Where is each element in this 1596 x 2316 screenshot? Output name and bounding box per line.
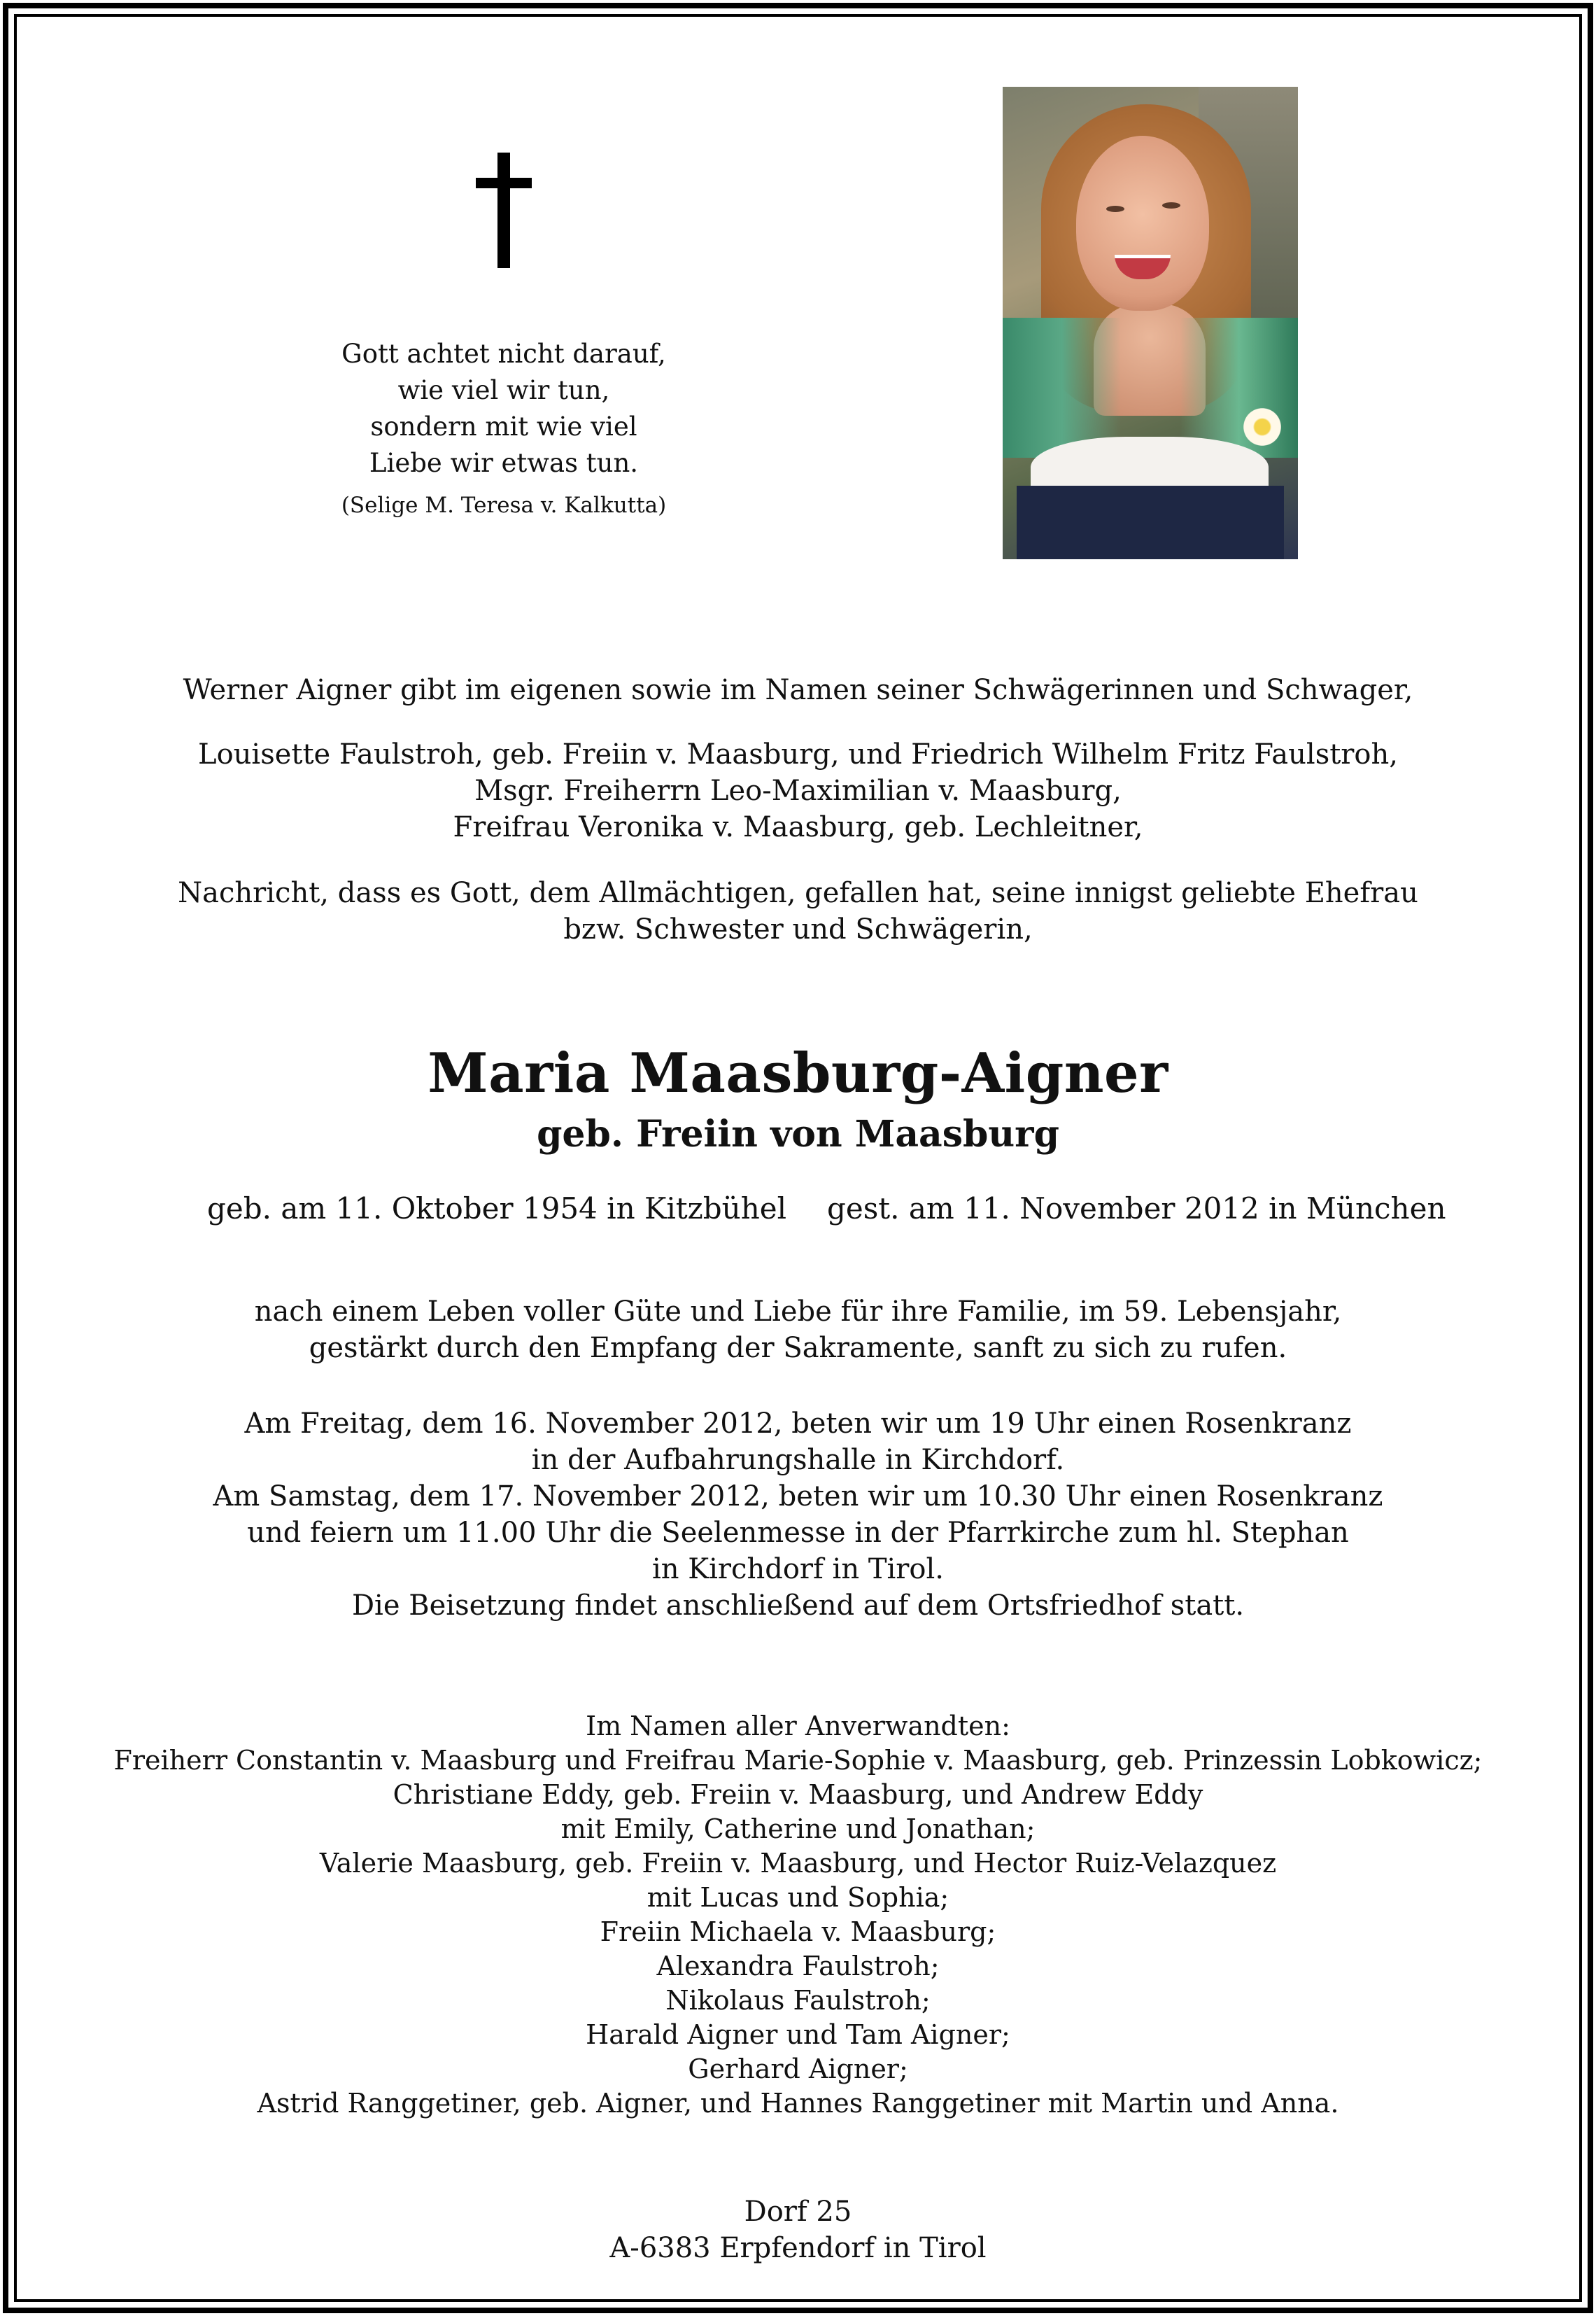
death-date: gest. am 11. November 2012 in München [827,1191,1446,1226]
life-line: nach einem Leben voller Güte und Liebe für ihre Familie, im 59. Lebensjahr, [254,1296,1342,1328]
service-line: und feiern um 11.00 Uhr die Seelenmesse in der Pfarrkirche zum hl. Stephan [247,1517,1349,1549]
address-line: Dorf 25 [744,2196,852,2228]
quote-source: (Selige M. Teresa v. Kalkutta) [341,493,667,518]
quote-line: Gott achtet nicht darauf, [341,339,666,369]
service-line: in Kirchdorf in Tirol. [651,1553,944,1585]
address-line: A-6383 Erpfendorf in Tirol [609,2232,987,2264]
relative-line: Freifrau Veronika v. Maasburg, geb. Lechleitner, [453,811,1143,843]
service-line: in der Aufbahrungshalle in Kirchdorf. [531,1444,1065,1476]
relative-line: Msgr. Freiherrn Leo-Maximilian v. Maasburg, [474,775,1122,807]
mourner-line: Alexandra Faulstroh; [656,1951,940,1981]
flower-icon [1241,405,1284,449]
service-line: Am Samstag, dem 17. November 2012, beten wir um 10.30 Uhr einen Rosenkranz [213,1480,1383,1513]
bible-quote [266,336,742,519]
announcer-intro-line: Werner Aigner gibt im eigenen sowie im Namen seiner Schwägerinnen und Schwager, [183,674,1413,706]
mourner-line: Gerhard Aigner; [688,2054,908,2084]
quote-line: sondern mit wie viel [370,412,637,442]
message-line: Nachricht, dass es Gott, dem Allmächtigen, gefallen hat, seine innigst geliebte Ehefrau [178,877,1418,909]
quote-line: Liebe wir etwas tun. [369,448,639,478]
mourner-line: Im Namen aller Anverwandten: [586,1711,1010,1741]
mourner-line: Harald Aigner und Tam Aigner; [586,2019,1010,2050]
mourner-line: Nikolaus Faulstroh; [665,1985,931,2016]
service-line: Am Freitag, dem 16. November 2012, beten wir um 19 Uhr einen Rosenkranz [244,1408,1352,1440]
mourners-list [0,1709,1596,2121]
mourner-line: mit Emily, Catherine und Jonathan; [560,1813,1036,1844]
quote-line: wie viel wir tun, [397,375,610,405]
announcer-intro [0,672,1596,708]
cross-icon [476,153,532,268]
mourner-line: mit Lucas und Sophia; [647,1882,949,1913]
deceased-maiden-name: geb. Freiin von Maasburg [537,1113,1059,1156]
funeral-services [0,1405,1596,1624]
mourner-line: Freiin Michaela v. Maasburg; [600,1916,996,1947]
life-summary [0,1293,1596,1366]
relative-line: Louisette Faulstroh, geb. Freiin v. Maasburg, und Friedrich Wilhelm Fritz Faulstroh, [198,738,1398,771]
mourner-line: Astrid Ranggetiner, geb. Aigner, und Hannes Ranggetiner mit Martin und Anna. [257,2088,1339,2119]
address [0,2194,1596,2266]
message-line: bzw. Schwester und Schwägerin, [563,913,1033,946]
announcement-message [0,875,1596,948]
mourner-line: Valerie Maasburg, geb. Freiin v. Maasburg, und Hector Ruiz-Velazquez [319,1848,1277,1879]
deceased-name: Maria Maasburg-Aigner [428,1041,1168,1105]
mourner-line: Freiherr Constantin v. Maasburg und Freifrau Marie-Sophie v. Maasburg, geb. Prinzessin Lobkowicz; [113,1745,1483,1776]
birth-date: geb. am 11. Oktober 1954 in Kitzbühel [207,1191,787,1226]
life-line: gestärkt durch den Empfang der Sakramente, sanft zu sich zu rufen. [309,1332,1287,1364]
service-line: Die Beisetzung findet anschließend auf dem Ortsfriedhof statt. [351,1589,1245,1622]
announcer-relatives [0,736,1596,845]
mourner-line: Christiane Eddy, geb. Freiin v. Maasburg, und Andrew Eddy [393,1779,1203,1810]
portrait-photo [1003,87,1298,559]
